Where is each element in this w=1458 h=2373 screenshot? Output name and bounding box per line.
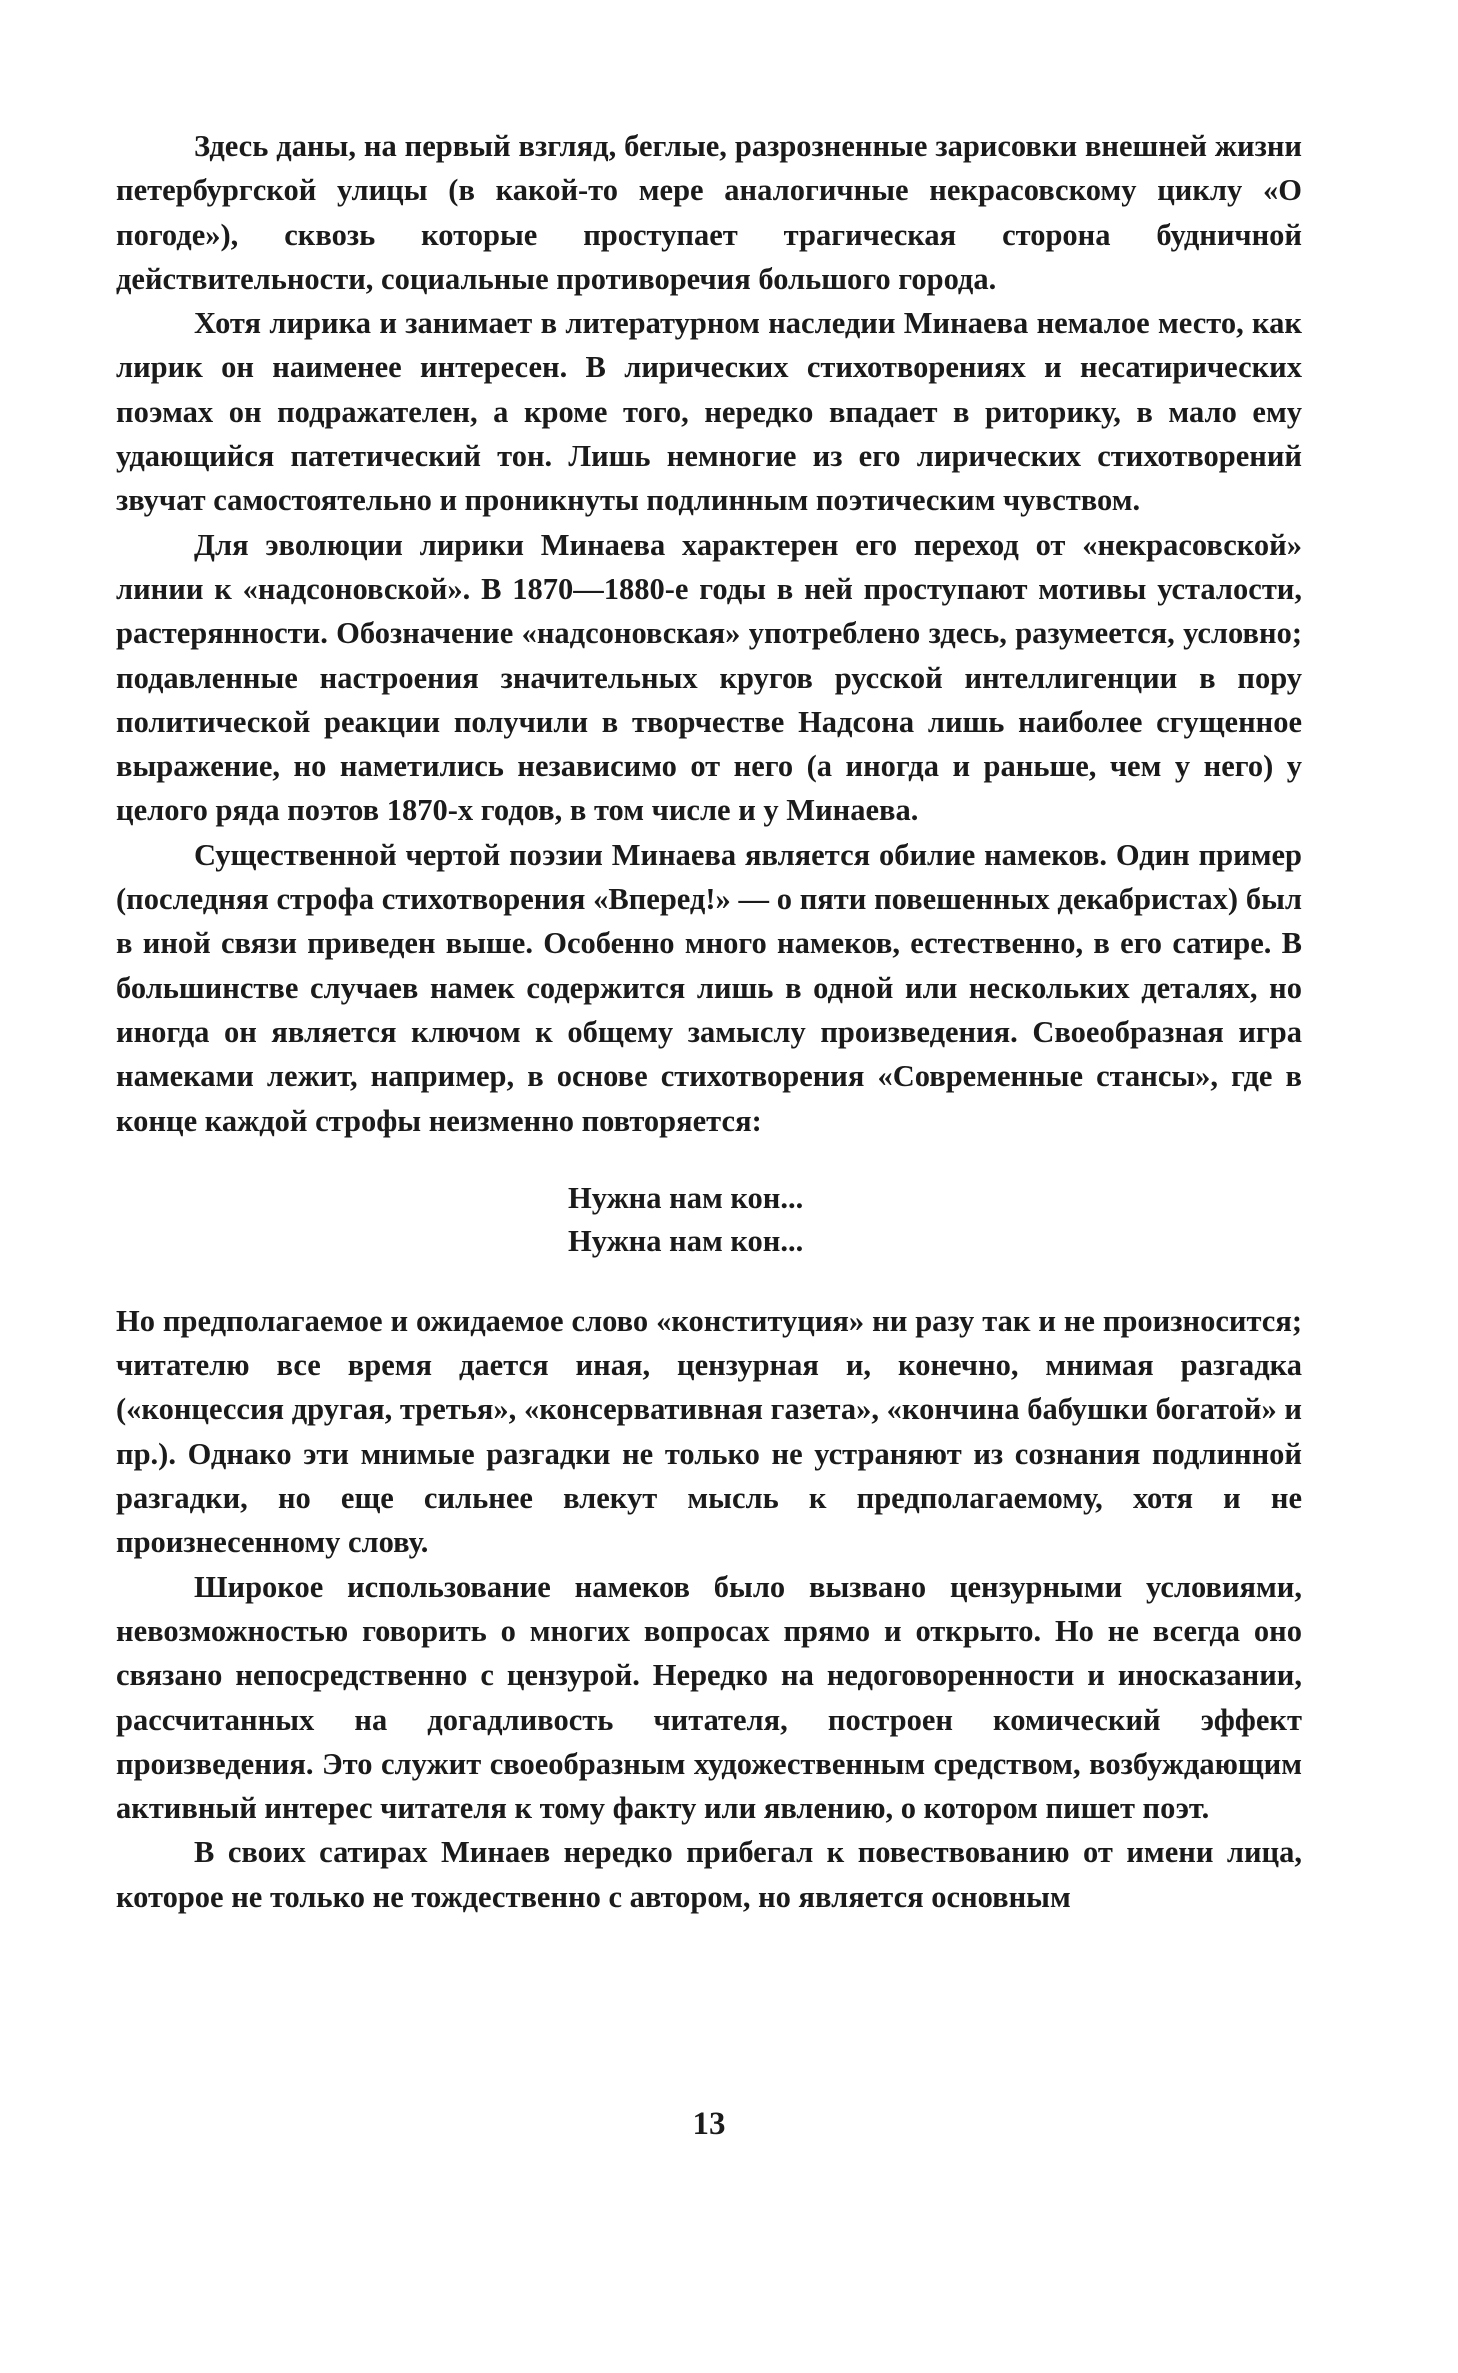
paragraph-street-sketches: Здесь даны, на первый взгляд, беглые, разрозненные зарисовки внешней жизни петербургской улицы (в какой-то мере аналогичные некрасовскому циклу «О погоде»), сквозь которые проступает трагическая сторона будничной действительности, социальные противоречия большого города.: [116, 129, 1302, 296]
paragraph-hints: Существенной чертой поэзии Минаева является обилие намеков. Один пример (последняя строфа стихотворения «Вперед!» — о пяти повешенных декабристах) был в иной связи приведен выше. Особенно много намеков, естественно, в его сатире. В большинстве случаев намек содержится лишь в одной или нескольких деталях, но иногда он является ключом к общему замыслу произведения. Своеобразная игра намеками лежит, например, в основе стихотворения «Современные стансы», где в конце каждой строфы неизменно повторяется:: [116, 837, 1302, 1138]
book-page: [116, 124, 1302, 2324]
verse-quote: [116, 1177, 1302, 1263]
paragraph-continuation: Но предполагаемое и ожидаемое слово «конституция» ни разу так и не произносится; читателю все время дается иная, цензурная и, конечно, мнимая разгадка («концессия другая, третья», «консервативная газета», «кончина бабушки богатой» и пр.). Однако эти мнимые разгадки не только не устраняют из сознания подлинной разгадки, но еще сильнее влекут мысль к предполагаемому, хотя и не произнесенному слову.: [116, 1303, 1302, 1560]
paragraph-narrator: В своих сатирах Минаев нередко прибегал к повествованию от имени лица, которое не только не тождественно с автором, но является основным: [116, 1835, 1302, 1914]
verse-line: Нужна нам кон...: [568, 1180, 804, 1215]
paragraph-lyric-poetry: Хотя лирика и занимает в литературном наследии Минаева немалое место, как лирик он наименее интересен. В лирических стихотворениях и несатирических поэмах он подражателен, а кроме того, нередко впадает в риторику, в мало ему удающийся патетический тон. Лишь немногие из его лирических стихотворений звучат самостоятельно и проникнуты подлинным поэтическим чувством.: [116, 306, 1302, 518]
paragraph-censorship: Широкое использование намеков было вызвано цензурными условиями, невозможностью говорить о многих вопросах прямо и открыто. Но не всегда оно связано непосредственно с цензурой. Нередко на недоговоренности и иносказании, рассчитанных на догадливость читателя, построен комический эффект произведения. Это служит своеобразным художественным средством, возбуждающим активный интерес читателя к тому факту или явлению, о котором пишет поэт.: [116, 1569, 1302, 1826]
verse-line: Нужна нам кон...: [568, 1223, 804, 1258]
page-number: 13: [692, 2106, 726, 2142]
paragraph-lyric-evolution: Для эволюции лирики Минаева характерен его переход от «некрасовской» линии к «надсоновской». В 1870—1880-е годы в ней проступают мотивы усталости, растерянности. Обозначение «надсоновская» употреблено здесь, разумеется, условно; подавленные настроения значительных кругов русской интеллигенции в пору политической реакции получили в творчестве Надсона лишь наиболее сгущенное выражение, но наметились независимо от него (а иногда и раньше, чем у него) у целого ряда поэтов 1870-х годов, в том числе и у Минаева.: [116, 527, 1302, 828]
